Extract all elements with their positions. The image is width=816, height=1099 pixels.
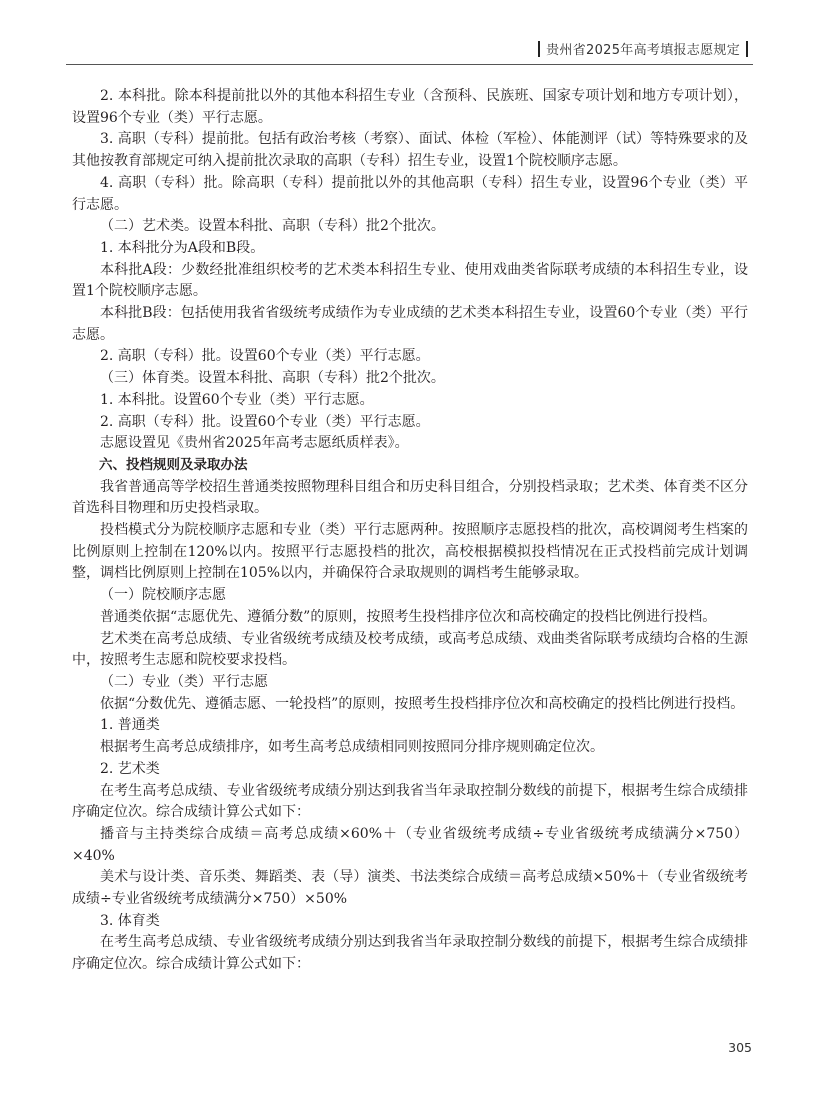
paragraph: 1. 本科批分为A段和B段。 (100, 239, 265, 256)
page-number: 305 (728, 1040, 752, 1055)
paragraph: 1. 普通类 (100, 717, 160, 734)
paragraph: 播音与主持类综合成绩＝高考总成绩×60%＋（专业省级统考成绩÷专业省级统考成绩满分×750）×40% (72, 825, 748, 864)
paragraph: 本科批A段：少数经批准组织校考的艺术类本科招生专业、使用戏曲类省际联考成绩的本科招生专业，设置1个院校顺序志愿。 (72, 261, 748, 300)
paragraph: 4. 高职（专科）批。除高职（专科）提前批以外的其他高职（专科）招生专业，设置96个专业（类）平行志愿。 (72, 174, 748, 213)
header-title: 贵州省2025年高考填报志愿规定 (546, 43, 740, 58)
paragraph: 艺术类在高考总成绩、专业省级统考成绩及校考成绩，或高考总成绩、戏曲类省际联考成绩均合格的生源中，按照考生志愿和院校要求投档。 (72, 630, 748, 669)
paragraph: 3. 高职（专科）提前批。包括有政治考核（考察）、面试、体检（军检）、体能测评（试）等特殊要求的及其他按教育部规定可纳入提前批次录取的高职（专科）招生专业，设置1个院校顺序志愿。 (72, 131, 748, 170)
paragraph: 依据“分数优先、遵循志愿、一轮投档”的原则，按照考生投档排序位次和高校确定的投档比例进行投档。 (100, 695, 745, 712)
paragraph: 2. 高职（专科）批。设置60个专业（类）平行志愿。 (100, 348, 430, 365)
paragraph: （三）体育类。设置本科批、高职（专科）批2个批次。 (100, 370, 445, 387)
paragraph: （一）院校顺序志愿 (100, 587, 226, 604)
header-left-bar (538, 41, 540, 57)
paragraph: 志愿设置见《贵州省2025年高考志愿纸质样表》。 (100, 435, 409, 452)
paragraph: 2. 高职（专科）批。设置60个专业（类）平行志愿。 (100, 413, 430, 430)
section-heading: 六、投档规则及录取办法 (99, 456, 248, 473)
paragraph: （二）艺术类。设置本科批、高职（专科）批2个批次。 (100, 218, 445, 235)
paragraph: 美术与设计类、音乐类、舞蹈类、表（导）演类、书法类综合成绩＝高考总成绩×50%＋（专业省级统考成绩÷专业省级统考成绩满分×750）×50% (72, 869, 748, 908)
paragraph: 在考生高考总成绩、专业省级统考成绩分别达到我省当年录取控制分数线的前提下，根据考生综合成绩排序确定位次。综合成绩计算公式如下： (72, 934, 748, 973)
running-header (532, 39, 754, 58)
paragraph: 2. 艺术类 (100, 760, 160, 777)
paragraph: 根据考生高考总成绩排序，如考生高考总成绩相同则按照同分排序规则确定位次。 (100, 739, 604, 756)
paragraph: 投档模式分为院校顺序志愿和专业（类）平行志愿两种。按照顺序志愿投档的批次，高校调阅考生档案的比例原则上控制在120%以内。按照平行志愿投档的批次，高校根据模拟投档情况在正式投档前完成计划调整，调档比例原则上控制在105%以内，并确保符合录取规则的调档考生能够录取。 (72, 522, 748, 582)
header-right-bar (746, 41, 748, 57)
paragraph: 在考生高考总成绩、专业省级统考成绩分别达到我省当年录取控制分数线的前提下，根据考生综合成绩排序确定位次。综合成绩计算公式如下： (72, 782, 748, 821)
paragraph: 本科批B段：包括使用我省省级统考成绩作为专业成绩的艺术类本科招生专业，设置60个专业（类）平行志愿。 (72, 305, 748, 343)
paragraph: 1. 本科批。设置60个专业（类）平行志愿。 (100, 391, 374, 408)
page-body (72, 86, 748, 976)
paragraph: （二）专业（类）平行志愿 (100, 673, 268, 690)
paragraph: 3. 体育类 (100, 912, 160, 929)
paragraph: 2. 本科批。除本科提前批以外的其他本科招生专业（含预科、民族班、国家专项计划和地方专项计划），设置96个专业（类）平行志愿。 (72, 88, 748, 126)
paragraph: 普通类依据“志愿优先、遵循分数”的原则，按照考生投档排序位次和高校确定的投档比例进行投档。 (100, 608, 717, 625)
header-rule (66, 64, 753, 65)
paragraph: 我省普通高等学校招生普通类按照物理科目组合和历史科目组合，分别投档录取；艺术类、体育类不区分首选科目物理和历史投档录取。 (72, 478, 748, 517)
